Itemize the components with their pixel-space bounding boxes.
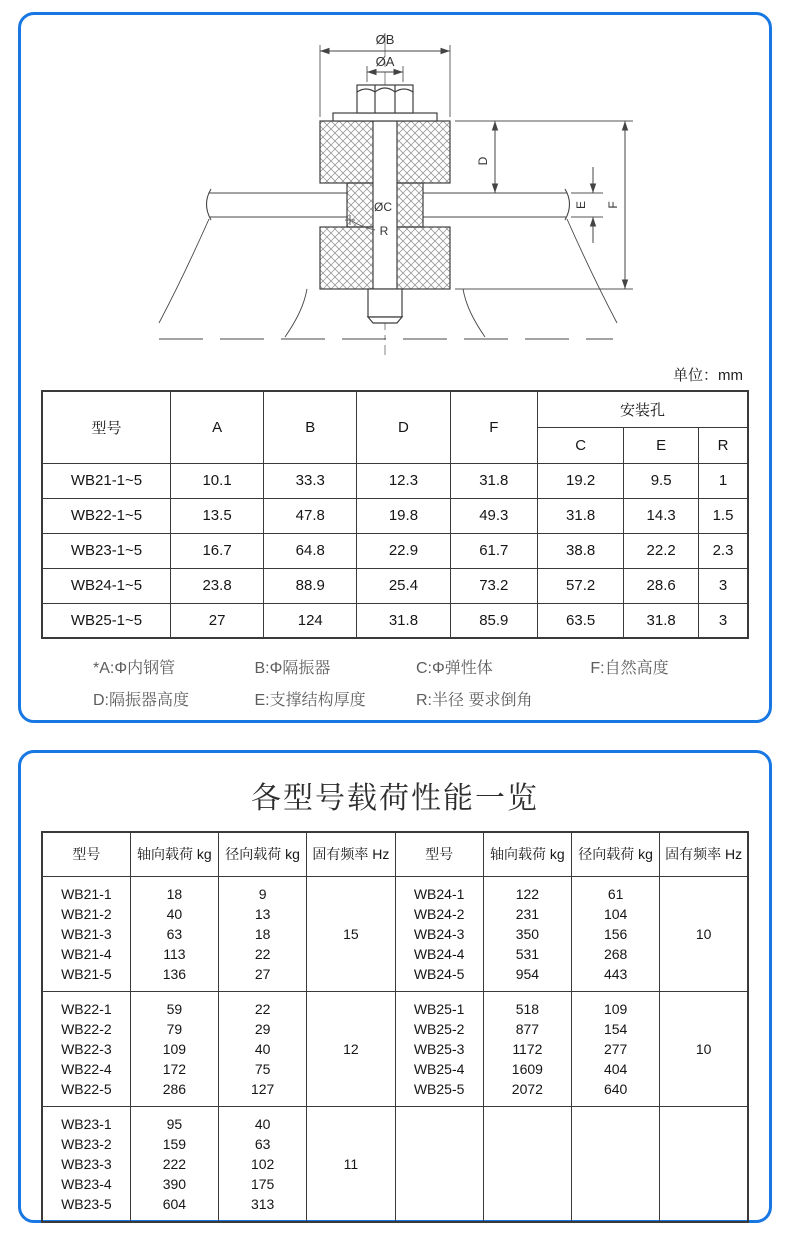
- load-col-axial-right: 轴向载荷 kg: [483, 832, 571, 876]
- dim-table-cell: 3: [699, 568, 748, 603]
- col-header-f: F: [450, 391, 538, 463]
- note-a: *A:Φ内钢管: [93, 660, 176, 677]
- col-header-a: A: [170, 391, 263, 463]
- dim-table-cell: WB21-1~5: [42, 463, 170, 498]
- dim-table-cell: 31.8: [450, 463, 538, 498]
- load-cell-radial: 109 154 277 404 640: [572, 991, 660, 1106]
- load-cell-models: WB21-1 WB21-2 WB21-3 WB21-4 WB21-5: [42, 876, 130, 991]
- dim-table-cell: 10.1: [170, 463, 263, 498]
- load-cell-frequency: 12: [307, 991, 395, 1106]
- dim-table-cell: 12.3: [357, 463, 450, 498]
- load-cell-frequency: 15: [307, 876, 395, 991]
- dim-table-cell: 22.9: [357, 533, 450, 568]
- dim-table-row: [42, 498, 748, 533]
- dim-label-phi-c: ØC: [374, 200, 392, 214]
- load-col-model-left: 型号: [42, 832, 130, 876]
- col-header-model: 型号: [42, 391, 170, 463]
- dim-table-cell: 49.3: [450, 498, 538, 533]
- unit-label: 单位：mm: [673, 367, 743, 384]
- washer-plate: [333, 113, 437, 121]
- dim-table-cell: 124: [264, 603, 357, 638]
- dim-table-row: [42, 463, 748, 498]
- dim-table-cell: 23.8: [170, 568, 263, 603]
- load-cell-radial: 9 13 18 22 27: [219, 876, 307, 991]
- dim-label-d: D: [476, 156, 490, 166]
- dim-d: [476, 121, 495, 193]
- load-col-freq-right: 固有频率 Hz: [660, 832, 748, 876]
- dim-table-cell: 25.4: [357, 568, 450, 603]
- load-group-row: [42, 991, 748, 1106]
- load-cell-radial: 22 29 40 75 127: [219, 991, 307, 1106]
- load-panel: [18, 750, 772, 1223]
- load-col-freq-left: 固有频率 Hz: [307, 832, 395, 876]
- dim-table-cell: 38.8: [538, 533, 624, 568]
- dimensions-table: [41, 390, 749, 639]
- dim-table-cell: WB22-1~5: [42, 498, 170, 533]
- dim-table-cell: 73.2: [450, 568, 538, 603]
- load-cell-models: [395, 1106, 483, 1222]
- note-d: D:隔振器高度: [93, 692, 190, 709]
- dim-label-r: R: [379, 224, 389, 238]
- dim-table-row: [42, 533, 748, 568]
- dim-table-cell: WB23-1~5: [42, 533, 170, 568]
- load-cell-axial: [483, 1106, 571, 1222]
- dim-table-cell: 57.2: [538, 568, 624, 603]
- load-col-radial-left: 径向载荷 kg: [219, 832, 307, 876]
- dim-label-e: E: [574, 200, 588, 210]
- dim-table-cell: 3: [699, 603, 748, 638]
- note-f: F:自然高度: [590, 660, 669, 677]
- load-table: [41, 831, 749, 1223]
- dim-label-phi-a: ØA: [375, 54, 395, 69]
- load-cell-axial: 18 40 63 113 136: [130, 876, 218, 991]
- dim-table-cell: WB25-1~5: [42, 603, 170, 638]
- dim-table-cell: 16.7: [170, 533, 263, 568]
- dim-table-cell: WB24-1~5: [42, 568, 170, 603]
- dim-table-cell: 33.3: [264, 463, 357, 498]
- note-empty: [590, 687, 739, 710]
- bolt-head: [357, 85, 413, 113]
- load-cell-models: WB25-1 WB25-2 WB25-3 WB25-4 WB25-5: [395, 991, 483, 1106]
- dim-table-cell: 2.3: [699, 533, 748, 568]
- load-cell-frequency: [660, 1106, 748, 1222]
- datasheet-page: [0, 12, 790, 1223]
- load-cell-radial: [572, 1106, 660, 1222]
- load-cell-radial: 61 104 156 268 443: [572, 876, 660, 991]
- load-cell-axial: 95 159 222 390 604: [130, 1106, 218, 1222]
- load-col-radial-right: 径向载荷 kg: [572, 832, 660, 876]
- spec-panel: [18, 12, 772, 723]
- dim-table-cell: 61.7: [450, 533, 538, 568]
- notes: [41, 639, 749, 710]
- dim-table-cell: 85.9: [450, 603, 538, 638]
- load-cell-frequency: 11: [307, 1106, 395, 1222]
- dim-table-row: [42, 603, 748, 638]
- isolator-diagram-wrap: [41, 21, 749, 364]
- dim-table-body: [42, 463, 748, 638]
- load-col-axial-left: 轴向载荷 kg: [130, 832, 218, 876]
- load-table-title: 各型号载荷性能一览: [251, 782, 539, 815]
- dim-table-cell: 22.2: [624, 533, 699, 568]
- dim-table-cell: 31.8: [357, 603, 450, 638]
- dim-table-cell: 27: [170, 603, 263, 638]
- load-cell-axial: 59 79 109 172 286: [130, 991, 218, 1106]
- dim-table-cell: 14.3: [624, 498, 699, 533]
- dim-e: [571, 167, 603, 243]
- dim-table-cell: 19.2: [538, 463, 624, 498]
- dim-table-cell: 28.6: [624, 568, 699, 603]
- col-header-c: C: [538, 427, 624, 463]
- load-cell-axial: 122 231 350 531 954: [483, 876, 571, 991]
- load-cell-radial: 40 63 102 175 313: [219, 1106, 307, 1222]
- dim-table-header-row1: [42, 391, 748, 427]
- dim-table-cell: 88.9: [264, 568, 357, 603]
- dim-table-row: [42, 568, 748, 603]
- dim-table-cell: 31.8: [624, 603, 699, 638]
- col-header-r: R: [699, 427, 748, 463]
- dim-table-cell: 64.8: [264, 533, 357, 568]
- col-header-e: E: [624, 427, 699, 463]
- dim-table-cell: 9.5: [624, 463, 699, 498]
- dim-label-f: F: [606, 201, 620, 209]
- dim-f: [606, 121, 625, 289]
- load-col-model-right: 型号: [395, 832, 483, 876]
- load-table-body: [42, 876, 748, 1222]
- isolator-diagram: [135, 21, 655, 359]
- load-cell-axial: 518 877 1172 1609 2072: [483, 991, 571, 1106]
- dim-table-cell: 31.8: [538, 498, 624, 533]
- dim-table-cell: 13.5: [170, 498, 263, 533]
- dim-table-cell: 1.5: [699, 498, 748, 533]
- load-cell-models: WB23-1 WB23-2 WB23-3 WB23-4 WB23-5: [42, 1106, 130, 1222]
- dim-table-cell: 63.5: [538, 603, 624, 638]
- col-header-b: B: [264, 391, 357, 463]
- note-r: R:半径 要求倒角: [416, 692, 533, 709]
- bolt-thread: [368, 289, 402, 323]
- load-group-row: [42, 876, 748, 991]
- dim-table-cell: 19.8: [357, 498, 450, 533]
- note-c: C:Φ弹性体: [416, 660, 493, 677]
- dim-label-phi-b: ØB: [375, 32, 395, 47]
- col-header-d: D: [357, 391, 450, 463]
- dim-table-cell: 47.8: [264, 498, 357, 533]
- load-group-row: [42, 1106, 748, 1222]
- col-header-mounting: 安装孔: [538, 391, 748, 427]
- note-e: E:支撑结构厚度: [254, 692, 366, 709]
- note-b: B:Φ隔振器: [254, 660, 331, 677]
- load-cell-models: WB22-1 WB22-2 WB22-3 WB22-4 WB22-5: [42, 991, 130, 1106]
- load-table-header-row: [42, 832, 748, 876]
- load-cell-frequency: 10: [660, 876, 748, 991]
- dim-table-cell: 1: [699, 463, 748, 498]
- load-cell-frequency: 10: [660, 991, 748, 1106]
- load-cell-models: WB24-1 WB24-2 WB24-3 WB24-4 WB24-5: [395, 876, 483, 991]
